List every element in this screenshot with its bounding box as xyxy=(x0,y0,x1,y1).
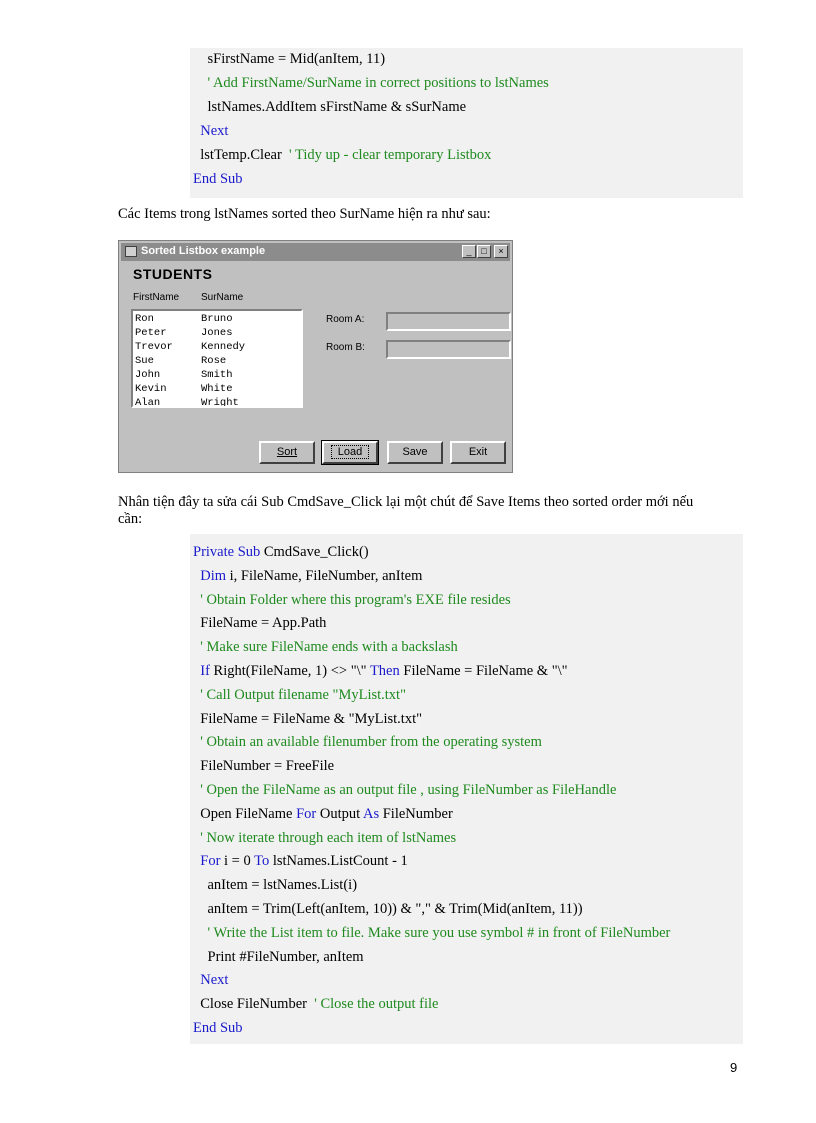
sort-button[interactable] xyxy=(259,441,315,464)
code-token: sFirstName = Mid(anItem, 11) xyxy=(193,51,386,67)
code-line xyxy=(193,662,568,680)
page-number: 9 xyxy=(730,1060,738,1075)
load-button[interactable] xyxy=(322,441,378,464)
code-token: Right(FileName, 1) <> "\" xyxy=(209,663,370,679)
code-line xyxy=(193,638,458,656)
code-line xyxy=(193,170,243,188)
code-token: For xyxy=(296,805,317,822)
code-token: To xyxy=(254,853,270,870)
code-token: ' Close the output file xyxy=(314,996,439,1013)
code-token: FileName = FileName & "\" xyxy=(399,663,568,679)
code-token: FileNumber = FreeFile xyxy=(193,758,335,775)
code-token: Print #FileNumber, anItem xyxy=(193,948,364,965)
list-item-firstname: Alan xyxy=(135,397,161,408)
exit-button-label: Exit xyxy=(468,446,488,458)
app-icon xyxy=(125,246,137,257)
list-item-surname: Bruno xyxy=(201,313,233,325)
code-token: anItem = Trim(Left(anItem, 10)) & "," & Trim(Mid(anItem, 11)) xyxy=(193,901,583,917)
code-line xyxy=(193,74,549,92)
code-line xyxy=(193,614,326,632)
room-a-label: Room A: xyxy=(326,314,365,325)
code-line xyxy=(193,924,670,942)
code-token: FileNumber xyxy=(379,805,453,822)
close-icon[interactable]: × xyxy=(494,245,508,258)
code-token: Output xyxy=(316,805,363,822)
code-token: Private Sub xyxy=(193,544,261,560)
code-line xyxy=(193,876,357,894)
list-item-surname: White xyxy=(201,383,233,395)
code-token: ' Open the FileName as an output file , using FileNumber as FileHandle xyxy=(193,782,617,798)
code-token: Next xyxy=(193,972,229,989)
code-token: i, FileName, FileNumber, anItem xyxy=(226,567,423,584)
window-titlebar xyxy=(121,243,510,261)
list-item-surname: Wright xyxy=(201,397,239,408)
code-token: ' Obtain an available filenumber from the operating system xyxy=(193,734,542,751)
code-line xyxy=(193,733,542,751)
code-line xyxy=(193,995,438,1013)
code-token: Next xyxy=(193,123,229,139)
list-item-firstname: John xyxy=(135,369,161,381)
room-b-label: Room B: xyxy=(326,342,365,353)
code-token: ' Write the List item to file. Make sure you use symbol # in front of FileNumber xyxy=(193,924,671,941)
code-token: End Sub xyxy=(193,1020,243,1036)
code-block-cmdsave xyxy=(190,534,743,1044)
code-line xyxy=(193,567,422,585)
sort-button-label: Sort xyxy=(276,446,298,458)
code-token: End Sub xyxy=(193,171,243,187)
code-line xyxy=(193,98,466,116)
code-line xyxy=(193,948,364,966)
students-heading: STUDENTS xyxy=(133,266,213,282)
code-line xyxy=(193,829,456,847)
paragraph-save-change xyxy=(118,494,693,528)
firstname-column-header: FirstName xyxy=(133,292,180,303)
code-token: FileName = FileName & "MyList.txt" xyxy=(193,710,423,727)
code-line xyxy=(193,805,453,823)
exit-button[interactable] xyxy=(450,441,506,464)
minimize-icon[interactable]: _ xyxy=(462,245,476,258)
list-item-surname: Smith xyxy=(201,369,233,381)
list-item-firstname: Trevor xyxy=(135,341,173,353)
code-token: As xyxy=(362,805,380,822)
code-line xyxy=(193,781,616,799)
code-token: If xyxy=(200,663,210,679)
code-token: ' Obtain Folder where this program's EXE file resides xyxy=(193,591,511,608)
surname-column-header: SurName xyxy=(201,292,244,303)
list-item-surname: Rose xyxy=(201,355,227,367)
code-token: ' Tidy up - clear temporary Listbox xyxy=(289,147,492,163)
maximize-icon[interactable]: □ xyxy=(477,245,491,258)
code-token: Close FileNumber xyxy=(193,996,315,1013)
code-line xyxy=(193,50,385,68)
code-token: lstNames.ListCount - 1 xyxy=(269,853,408,870)
window-title: Sorted Listbox example xyxy=(141,245,266,257)
code-line xyxy=(193,686,406,704)
list-item-firstname: Ron xyxy=(135,313,154,325)
save-button[interactable] xyxy=(387,441,443,464)
code-token: Then xyxy=(369,663,400,679)
save-button-label: Save xyxy=(402,446,428,458)
code-token: Open FileName xyxy=(193,805,297,822)
code-line xyxy=(193,757,334,775)
code-token: lstNames.AddItem sFirstName & sSurName xyxy=(193,99,467,115)
code-line xyxy=(193,900,583,918)
room-a-textbox[interactable] xyxy=(386,312,511,331)
code-token: ' Call Output filename "MyList.txt" xyxy=(193,686,406,703)
code-token: CmdSave_Click() xyxy=(260,544,369,560)
load-button-label: Load xyxy=(331,445,369,459)
list-item-firstname: Kevin xyxy=(135,383,167,395)
paragraph-save-change-line1: Nhân tiện đây ta sửa cái Sub CmdSave_Click lại một chút để Save Items theo sorted order mới nếu xyxy=(118,494,694,510)
code-block-top xyxy=(190,48,743,198)
code-token: ' Add FirstName/SurName in correct positions to lstNames xyxy=(193,75,549,91)
code-token: Dim xyxy=(200,567,227,584)
code-line xyxy=(193,122,228,140)
code-line xyxy=(193,591,511,609)
code-line xyxy=(193,146,491,164)
list-item-surname: Jones xyxy=(201,327,233,339)
code-token: FileName = App.Path xyxy=(193,615,327,632)
students-listbox[interactable] xyxy=(131,309,303,408)
list-item-firstname: Sue xyxy=(135,355,154,367)
code-token: For xyxy=(200,853,221,870)
code-token: anItem = lstNames.List(i) xyxy=(193,877,358,894)
code-line xyxy=(193,971,228,989)
code-token: lstTemp.Clear xyxy=(193,147,290,163)
list-item-surname: Kennedy xyxy=(201,341,246,353)
paragraph-sorted-items: Các Items trong lstNames sorted theo SurName hiện ra như sau: xyxy=(118,206,491,222)
paragraph-save-change-line2: cần: xyxy=(118,511,143,527)
code-token: ' Now iterate through each item of lstNames xyxy=(193,829,457,846)
code-line xyxy=(193,710,422,728)
code-line xyxy=(193,543,369,561)
code-token: ' Make sure FileName ends with a backslash xyxy=(193,639,458,656)
code-line xyxy=(193,1019,243,1037)
sorted-listbox-window xyxy=(118,240,513,473)
code-line xyxy=(193,852,408,870)
code-token: i = 0 xyxy=(220,853,255,870)
list-item-firstname: Peter xyxy=(135,327,167,339)
room-b-textbox[interactable] xyxy=(386,340,511,359)
